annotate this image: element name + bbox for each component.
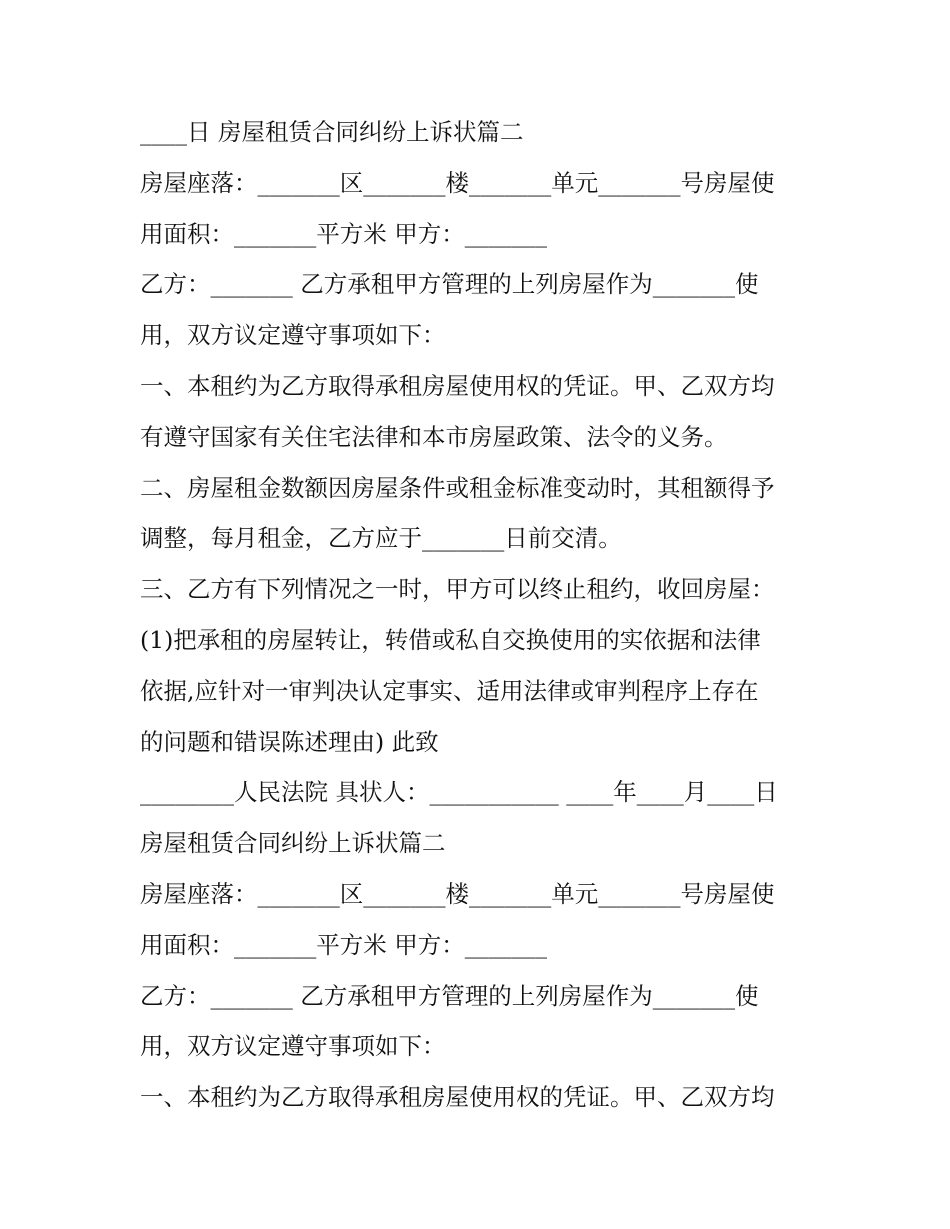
text-line: 房屋座落：_______区_______楼_______单元_______号房屋使 [140, 168, 775, 197]
text-line: (1)把承租的房屋转让，转借或私自交换使用的实依据和法律 [140, 625, 761, 654]
document-body [140, 107, 840, 1123]
text-line: 有遵守国家有关住宅法律和本市房屋政策、法令的义务。 [140, 422, 728, 451]
text-line: ____日 房屋租赁合同纠纷上诉状篇二 [140, 118, 524, 146]
text-line: 乙方：_______ 乙方承租甲方管理的上列房屋作为_______使 [140, 270, 759, 299]
text-line: 用面积：_______平方米 甲方：_______ [140, 930, 547, 959]
text-line: 用面积：_______平方米 甲方：_______ [140, 219, 547, 248]
text-line: 房屋租赁合同纠纷上诉状篇二 [140, 829, 446, 858]
text-line: 三、乙方有下列情况之一时，甲方可以终止租约，收回房屋： [140, 575, 775, 604]
text-line: 用，双方议定遵守事项如下： [140, 1032, 446, 1061]
text-line: 二、房屋租金数额因房屋条件或租金标准变动时，其租额得予 [140, 473, 775, 502]
text-line: ________人民法院 具状人：___________ ____年____月____日 [140, 778, 778, 807]
text-line: 调整，每月租金，乙方应于_______日前交清。 [140, 524, 622, 553]
text-line: 用，双方议定遵守事项如下： [140, 321, 446, 350]
text-line: 一、本租约为乙方取得承租房屋使用权的凭证。甲、乙双方均 [140, 371, 775, 400]
text-line: 乙方：_______ 乙方承租甲方管理的上列房屋作为_______使 [140, 981, 759, 1010]
text-line: 的问题和错误陈述理由) 此致 [140, 727, 439, 756]
text-line: 房屋座落：_______区_______楼_______单元_______号房屋使 [140, 879, 775, 908]
text-line: 一、本租约为乙方取得承租房屋使用权的凭证。甲、乙双方均 [140, 1083, 775, 1112]
text-line: 依据,应针对一审判决认定事实、适用法律或审判程序上存在 [140, 676, 759, 705]
